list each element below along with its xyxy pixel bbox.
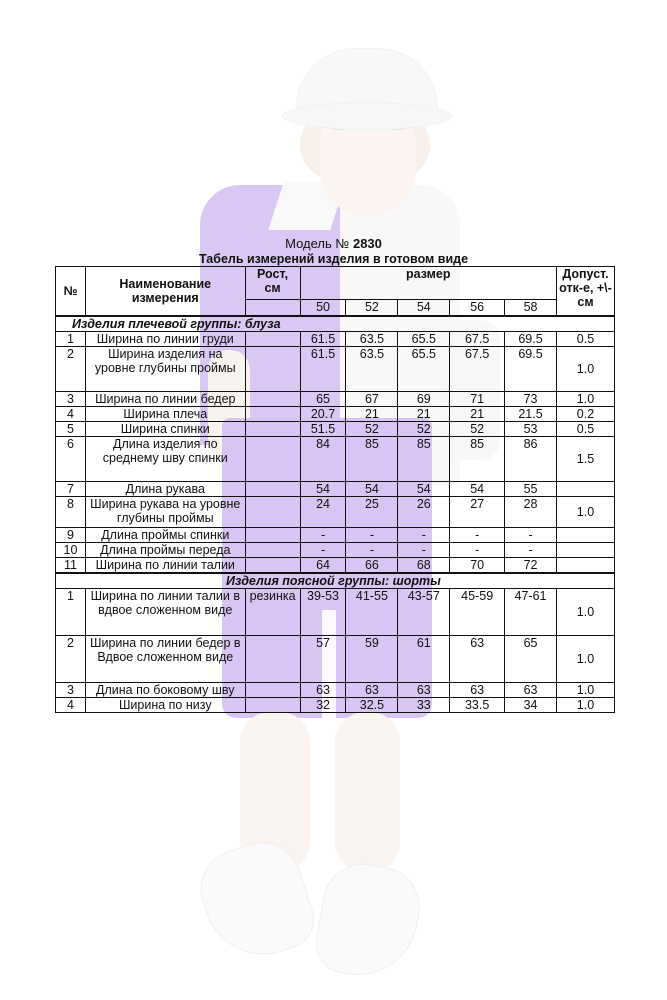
model-number: 2830 (352, 236, 382, 251)
row-value-size-54: - (398, 528, 450, 543)
row-measurement-name: Ширина по низу (85, 698, 245, 713)
row-tolerance: 1.0 (556, 589, 614, 636)
row-value-size-54: 43-57 (398, 589, 450, 636)
row-value-size-58: 65 (505, 636, 557, 683)
row-number: 8 (56, 497, 86, 528)
row-value-size-54: 65.5 (398, 347, 450, 392)
row-value-size-54: - (398, 543, 450, 558)
row-number: 10 (56, 543, 86, 558)
row-height-note: резинка (245, 589, 300, 636)
section-row (56, 316, 615, 332)
row-value-size-58: 21.5 (505, 407, 557, 422)
table-row (56, 589, 615, 636)
row-height-note (245, 407, 300, 422)
row-value-size-52: 54 (346, 482, 398, 497)
header-row (56, 267, 615, 300)
row-measurement-name: Ширина по линии талии в вдвое сложенном виде (85, 589, 245, 636)
row-measurement-name: Длина по боковому шву (85, 683, 245, 698)
row-value-size-58: - (505, 528, 557, 543)
row-value-size-58: 72 (505, 558, 557, 574)
row-value-size-50: 61.5 (300, 347, 346, 392)
row-value-size-54: 63 (398, 683, 450, 698)
row-value-size-58: - (505, 543, 557, 558)
row-value-size-52: 63.5 (346, 332, 398, 347)
row-number: 3 (56, 683, 86, 698)
row-height-note (245, 636, 300, 683)
section-row (56, 573, 615, 589)
row-height-note (245, 543, 300, 558)
row-value-size-52: 52 (346, 422, 398, 437)
row-value-size-52: 59 (346, 636, 398, 683)
row-value-size-56: 67.5 (450, 332, 505, 347)
row-measurement-name: Длина проймы переда (85, 543, 245, 558)
table-title: Табель измерений изделия в готовом виде (198, 252, 469, 266)
row-tolerance: 0.2 (556, 407, 614, 422)
row-number: 9 (56, 528, 86, 543)
row-value-size-50: 57 (300, 636, 346, 683)
row-value-size-58: 86 (505, 437, 557, 482)
row-measurement-name: Ширина спинки (85, 422, 245, 437)
row-measurement-name: Длина проймы спинки (85, 528, 245, 543)
row-value-size-58: 53 (505, 422, 557, 437)
section-title: Изделия плечевой группы: блуза (56, 316, 615, 332)
table-row (56, 437, 615, 482)
row-measurement-name: Ширина по линии бедер (85, 392, 245, 407)
row-value-size-54: 33 (398, 698, 450, 713)
row-value-size-56: 33.5 (450, 698, 505, 713)
row-value-size-54: 21 (398, 407, 450, 422)
row-value-size-50: 51.5 (300, 422, 346, 437)
row-value-size-58: 28 (505, 497, 557, 528)
row-value-size-52: - (346, 528, 398, 543)
measurement-table (55, 266, 615, 713)
row-number: 4 (56, 407, 86, 422)
row-value-size-56: 27 (450, 497, 505, 528)
row-number: 1 (56, 332, 86, 347)
row-tolerance: 1.0 (556, 347, 614, 392)
table-row (56, 698, 615, 713)
size-50: 50 (300, 300, 346, 317)
row-value-size-56: 85 (450, 437, 505, 482)
row-value-size-56: 21 (450, 407, 505, 422)
row-value-size-50: 63 (300, 683, 346, 698)
row-measurement-name: Ширина по линии талии (85, 558, 245, 574)
row-value-size-52: 41-55 (346, 589, 398, 636)
row-number: 4 (56, 698, 86, 713)
header-num: № (56, 267, 86, 317)
table-row (56, 683, 615, 698)
table-row (56, 392, 615, 407)
size-54: 54 (398, 300, 450, 317)
table-row (56, 636, 615, 683)
row-value-size-56: 52 (450, 422, 505, 437)
row-value-size-50: 54 (300, 482, 346, 497)
row-number: 2 (56, 636, 86, 683)
size-58: 58 (505, 300, 557, 317)
row-value-size-56: - (450, 528, 505, 543)
row-value-size-50: 20.7 (300, 407, 346, 422)
row-tolerance (556, 528, 614, 543)
row-value-size-56: 45-59 (450, 589, 505, 636)
header-tolerance: Допуст. отк-е, +\-см (556, 267, 614, 317)
row-value-size-50: - (300, 543, 346, 558)
row-measurement-name: Ширина рукава на уровне глубины проймы (85, 497, 245, 528)
row-tolerance: 1.0 (556, 636, 614, 683)
row-number: 7 (56, 482, 86, 497)
row-value-size-56: 63 (450, 683, 505, 698)
row-height-note (245, 497, 300, 528)
row-tolerance: 1.0 (556, 497, 614, 528)
row-value-size-56: 63 (450, 636, 505, 683)
row-tolerance: 0.5 (556, 332, 614, 347)
header-size: размер (300, 267, 556, 300)
row-value-size-54: 85 (398, 437, 450, 482)
row-height-note (245, 482, 300, 497)
row-value-size-52: 21 (346, 407, 398, 422)
row-value-size-56: 54 (450, 482, 505, 497)
table-row (56, 482, 615, 497)
row-value-size-52: 67 (346, 392, 398, 407)
header-height-blank (245, 300, 300, 317)
row-value-size-54: 68 (398, 558, 450, 574)
row-measurement-name: Ширина изделия на уровне глубины проймы (85, 347, 245, 392)
row-tolerance: 0.5 (556, 422, 614, 437)
table-row (56, 528, 615, 543)
row-value-size-52: 63 (346, 683, 398, 698)
row-measurement-name: Длина рукава (85, 482, 245, 497)
row-value-size-52: 32.5 (346, 698, 398, 713)
row-measurement-name: Ширина по линии бедер в Вдвое сложенном виде (85, 636, 245, 683)
row-number: 5 (56, 422, 86, 437)
model-label: Модель № (285, 236, 350, 251)
row-height-note (245, 437, 300, 482)
row-value-size-54: 52 (398, 422, 450, 437)
row-tolerance: 1.5 (556, 437, 614, 482)
table-row (56, 422, 615, 437)
row-value-size-52: 25 (346, 497, 398, 528)
row-height-note (245, 332, 300, 347)
row-value-size-56: 70 (450, 558, 505, 574)
row-value-size-50: 65 (300, 392, 346, 407)
header-name: Наименование измерения (85, 267, 245, 317)
row-number: 3 (56, 392, 86, 407)
row-value-size-52: 63.5 (346, 347, 398, 392)
row-value-size-58: 69.5 (505, 332, 557, 347)
row-value-size-50: 39-53 (300, 589, 346, 636)
row-measurement-name: Ширина по линии груди (85, 332, 245, 347)
row-tolerance: 1.0 (556, 683, 614, 698)
row-value-size-50: 32 (300, 698, 346, 713)
row-height-note (245, 683, 300, 698)
table-row (56, 347, 615, 392)
row-value-size-58: 55 (505, 482, 557, 497)
row-value-size-58: 47-61 (505, 589, 557, 636)
row-value-size-52: 85 (346, 437, 398, 482)
row-number: 2 (56, 347, 86, 392)
row-number: 11 (56, 558, 86, 574)
section-title: Изделия поясной группы: шорты (56, 573, 615, 589)
row-value-size-58: 73 (505, 392, 557, 407)
row-number: 1 (56, 589, 86, 636)
row-value-size-50: 84 (300, 437, 346, 482)
row-value-size-54: 54 (398, 482, 450, 497)
table-row (56, 558, 615, 574)
row-height-note (245, 422, 300, 437)
size-56: 56 (450, 300, 505, 317)
row-measurement-name: Длина изделия по среднему шву спинки (85, 437, 245, 482)
row-value-size-58: 69.5 (505, 347, 557, 392)
row-value-size-58: 34 (505, 698, 557, 713)
row-tolerance: 1.0 (556, 392, 614, 407)
model-line (0, 236, 667, 251)
row-value-size-54: 61 (398, 636, 450, 683)
row-height-note (245, 392, 300, 407)
row-value-size-56: 71 (450, 392, 505, 407)
table-row (56, 407, 615, 422)
table-row (56, 497, 615, 528)
row-value-size-50: 61.5 (300, 332, 346, 347)
row-value-size-56: 67.5 (450, 347, 505, 392)
table-row (56, 543, 615, 558)
row-tolerance: 1.0 (556, 698, 614, 713)
row-height-note (245, 558, 300, 574)
size-52: 52 (346, 300, 398, 317)
row-value-size-50: 64 (300, 558, 346, 574)
row-height-note (245, 528, 300, 543)
row-tolerance (556, 543, 614, 558)
row-measurement-name: Ширина плеча (85, 407, 245, 422)
row-value-size-52: 66 (346, 558, 398, 574)
row-tolerance (556, 482, 614, 497)
row-value-size-54: 65.5 (398, 332, 450, 347)
row-value-size-58: 63 (505, 683, 557, 698)
row-value-size-50: 24 (300, 497, 346, 528)
row-value-size-52: - (346, 543, 398, 558)
row-value-size-56: - (450, 543, 505, 558)
row-number: 6 (56, 437, 86, 482)
row-height-note (245, 698, 300, 713)
row-value-size-50: - (300, 528, 346, 543)
row-tolerance (556, 558, 614, 574)
table-row (56, 332, 615, 347)
row-height-note (245, 347, 300, 392)
header-height: Рост, см (245, 267, 300, 300)
row-value-size-54: 69 (398, 392, 450, 407)
row-value-size-54: 26 (398, 497, 450, 528)
